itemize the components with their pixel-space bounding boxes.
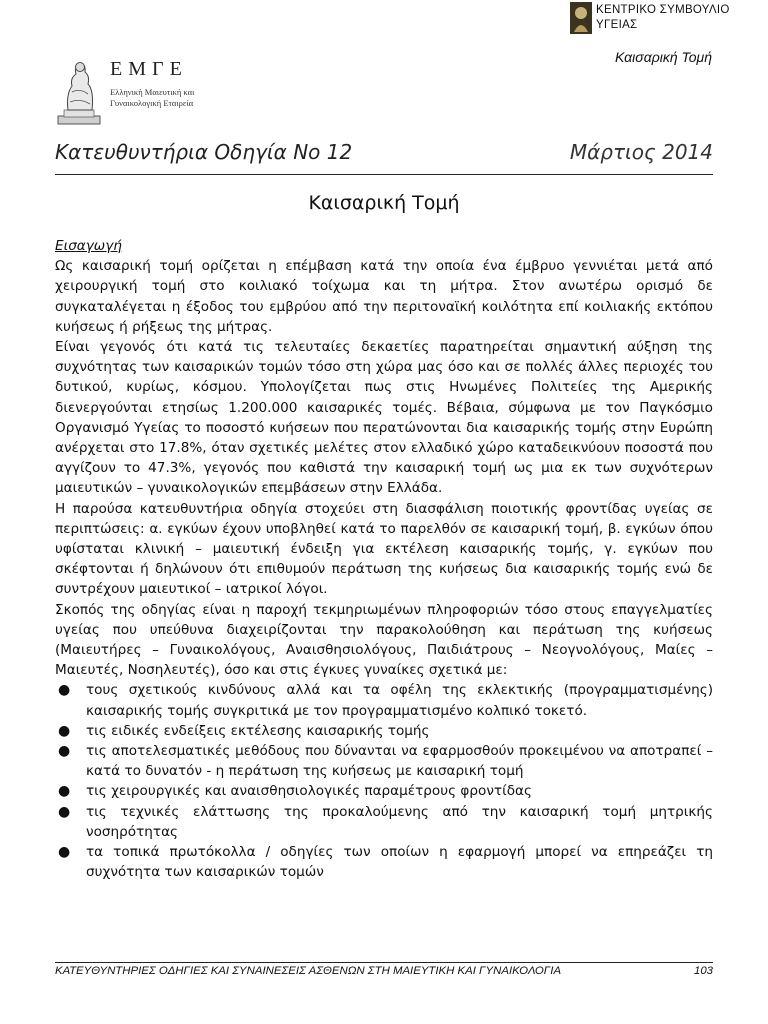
council-name-line1: ΚΕΝΤΡΙΚΟ ΣΥΜΒΟΥΛΙΟ bbox=[596, 4, 730, 16]
bullet-item bbox=[55, 842, 713, 882]
bullet-text: τις τεχνικές ελάττωσης της προκαλούμενης από την καισαρική τομή μητρικής νοσηρότητας bbox=[86, 803, 713, 840]
bullet-icon: ● bbox=[58, 783, 71, 800]
paragraph: Ως καισαρική τομή ορίζεται η επέμβαση κατά την οποία ένα έμβρυο γεννιέται μετά από χειρουργική τομή στο κοιλιακό τοίχωμα και τη μήτρα. Στον ανωτέρω ορισμό δε συγκαταλέγεται η έξοδος του εμβρύου από την περιτοναϊκή κοιλότητα επί κοιλιακής εκτόπου κυήσεως ή ρήξεως της μήτρας. bbox=[55, 258, 713, 335]
bullet-text: τα τοπικά πρωτόκολλα / οδηγίες των οποίων η εφαρμογή μπορεί να επηρεάζει τη συχνότητα των καισαρικών τομών bbox=[86, 844, 713, 881]
bullet-item bbox=[55, 680, 713, 720]
paragraph: Η παρούσα κατευθυντήρια οδηγία στοχεύει στη διασφάλιση ποιοτικής φροντίδας υγείας σε περιπτώσεις: α. εγκύων έχουν υποβληθεί κατά το παρελθόν σε καισαρική τομή, β. εγκύων όπου υφίσταται κλινική – μαιευτική ένδειξη για εκτέλεση καισαρικής τομής, γ. εγκύων που σκέφτονται ή δηλώνουν ότι επιθυμούν περάτωση της κυήσεως δια καισαρικής τομής ενώ δε συντρέχουν μαιευτικοί – ιατρικοί λόγοι. bbox=[55, 500, 713, 598]
council-emblem-icon bbox=[570, 2, 592, 34]
bullet-icon: ● bbox=[58, 844, 71, 861]
page-number: 103 bbox=[693, 965, 713, 977]
bullet-icon: ● bbox=[58, 803, 71, 820]
bullet-icon: ● bbox=[58, 682, 71, 699]
logo-acronym: ΕΜΓΕ bbox=[110, 58, 188, 80]
section-title: Εισαγωγή bbox=[55, 238, 122, 254]
bullet-item bbox=[55, 802, 713, 842]
paragraph: Σκοπός της οδηγίας είναι η παροχή τεκμηριωμένων πληροφοριών τόσο στους επαγγελματίες υγείας που υπεύθυνα διαχειρίζονται την παρακολούθηση και περάτωση της κυήσεως (Μαιευτήρες – Γυναικολόγους, Αναισθησιολόγους, Παιδιάτρους – Νεογνολόγους, Μαίες – Μαιευτές, Νοσηλευτές), όσο και στις έγκυες γυναίκες σχετικά με: bbox=[55, 601, 713, 679]
statue-icon bbox=[54, 54, 104, 126]
bullet-item bbox=[55, 781, 713, 801]
footer bbox=[55, 965, 713, 983]
bullet-icon: ● bbox=[58, 722, 71, 739]
bullet-text: τις χειρουργικές και αναισθησιολογικές παραμέτρους φροντίδας bbox=[86, 783, 532, 800]
guideline-title: Κατευθυντήρια Οδηγία No 12 bbox=[55, 140, 353, 164]
paragraph: Είναι γεγονός ότι κατά τις τελευταίες δεκαετίες παρατηρείται σημαντική αύξηση της συχνότητας των καισαρικών τομών τόσο στη χώρα μας όσο και σε πολλές άλλες περιοχές του δυτικού, κυρίως, κόσμου. Υπολογίζεται πως στις Ηνωμένες Πολιτείες της Αμερικής διενεργούνται ετησίως 1.200.000 καισαρικές τομές. Βέβαια, σύμφωνα με τον Παγκόσμιο Οργανισμό Υγείας το ποσοστό κυήσεων που περατώνονται δια καισαρικής τομής στην Ευρώπη ανέρχεται στο 17.8%, όταν σχετικές μελέτες στον ελλαδικό χώρο καταδεικνύουν ποσοστά που αγγίζουν το 47.3%, γεγονός που καθιστά την καισαρική τομή ως μια εκ των συχνότερων μαιευτικών – γυναικολογικών επεμβάσεων στην Ελλάδα. bbox=[55, 339, 713, 497]
bullet-text: τους σχετικούς κινδύνους αλλά και τα οφέλη της εκλεκτικής (προγραμματισμένης) καισαρικής τομής συγκριτικά με τον προγραμματισμένο κολπικό τοκετό. bbox=[86, 682, 713, 719]
document-title: Καισαρική Τομή bbox=[308, 192, 460, 214]
emge-logo bbox=[54, 54, 224, 126]
running-header-topic: Καισαρική Τομή bbox=[615, 49, 712, 65]
footer-text: ΚΑΤΕΥΘΥΝΤΗΡΙΕΣ ΟΔΗΓΙΕΣ ΚΑΙ ΣΥΝΑΙΝΕΣΕΙΣ ΑΣΘΕΝΩΝ ΣΤΗ ΜΑΙΕΥΤΙΚΗ ΚΑΙ ΓΥΝΑΙΚΟΛΟΓΙΑ bbox=[55, 965, 562, 977]
document-body bbox=[55, 236, 713, 883]
bullet-item bbox=[55, 721, 713, 741]
council-name-line2: ΥΓΕΙΑΣ bbox=[596, 19, 638, 31]
footer-divider bbox=[55, 962, 713, 963]
guideline-header-row bbox=[55, 140, 713, 170]
logo-subtitle-line1: Ελληνική Μαιευτική και bbox=[110, 87, 195, 97]
bullet-text: τις ειδικές ενδείξεις εκτέλεσης καισαρικής τομής bbox=[86, 722, 430, 739]
guideline-date: Μάρτιος 2014 bbox=[569, 140, 713, 164]
bullet-item bbox=[55, 741, 713, 781]
bullet-text: τις αποτελεσματικές μεθόδους που δύνανται να εφαρμοσθούν προκειμένου να αποτραπεί – κατά το δυνατόν - η περάτωση της κυήσεως με καισαρική τομή bbox=[86, 743, 713, 780]
bullet-icon: ● bbox=[58, 743, 71, 760]
bullet-list bbox=[55, 680, 713, 882]
header-divider bbox=[55, 174, 713, 175]
council-badge bbox=[570, 2, 766, 42]
logo-subtitle-line2: Γυναικολογική Εταιρεία bbox=[110, 98, 194, 108]
